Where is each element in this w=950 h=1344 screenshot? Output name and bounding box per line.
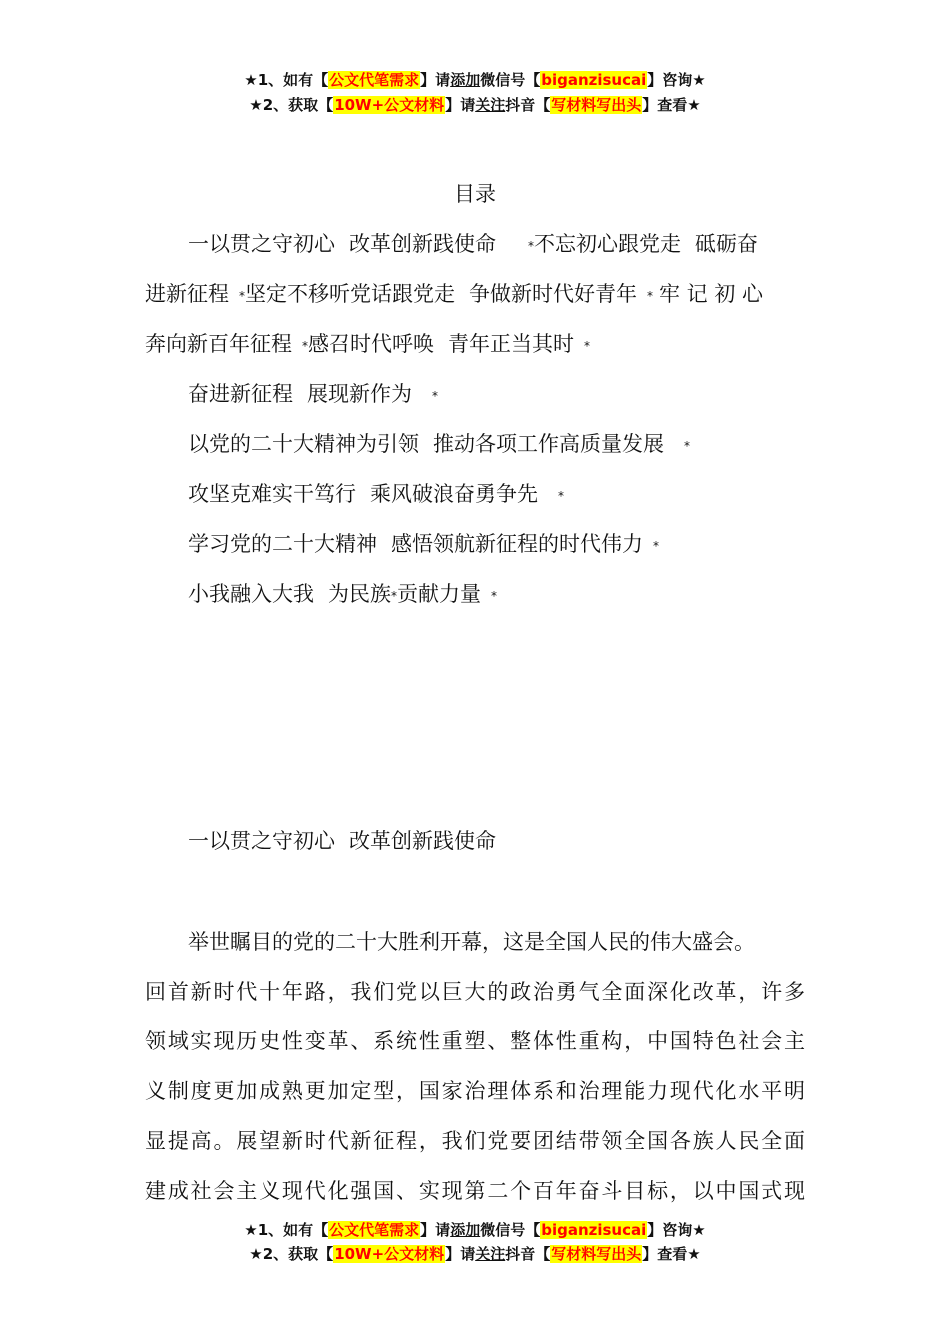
banner-text: 微信号【 [480, 71, 541, 89]
banner-text: ★2、获取【 [249, 1245, 334, 1263]
toc-item-title: 奋进新征程 [188, 382, 293, 406]
banner-douyin-id: 写材料写出头 [551, 1245, 642, 1263]
banner-highlight: 10W+公文材料 [334, 96, 445, 114]
banner-underline: 添加 [450, 71, 481, 89]
toc-item[interactable] [188, 379, 438, 409]
banner-wechat-id: biganzisucai [541, 1221, 647, 1239]
toc-text: 改革创新践使命 [349, 232, 496, 256]
toc-item-title: 攻坚克难实干笃行 [188, 482, 356, 506]
banner-text: 微信号【 [480, 1221, 541, 1239]
top-banner-line-1 [0, 68, 950, 92]
body-line: 举世瞩目的党的二十大胜利开幕，这是全国人民的伟大盛会。 [188, 930, 755, 954]
banner-text: 抖音【 [505, 1245, 551, 1263]
body-line: 领域实现历史性变革、系统性重塑、整体性重构，中国特色社会主 [145, 1029, 805, 1053]
toc-item-subtitle: 贡献力量 [397, 582, 481, 606]
bottom-banner-line-1 [0, 1218, 950, 1242]
section-heading-part: 改革创新践使命 [349, 829, 496, 853]
banner-text: 】请 [420, 1221, 451, 1239]
toc-star: * [684, 439, 690, 453]
banner-highlight: 10W+公文材料 [334, 1245, 445, 1263]
toc-item-subtitle: 乘风破浪奋勇争先 [370, 482, 538, 506]
toc-star: * [302, 339, 308, 353]
banner-douyin-id: 写材料写出头 [551, 96, 642, 114]
toc-item-subtitle: 推动各项工作高质量发展 [433, 432, 664, 456]
bottom-banner-line-2 [0, 1242, 950, 1266]
banner-underline: 添加 [450, 1221, 481, 1239]
toc-star: * [584, 339, 590, 353]
banner-text: ★1、如有【 [244, 71, 329, 89]
banner-text: 】请 [445, 1245, 476, 1263]
body-line: 显提高。展望新时代新征程，我们党要团结带领全国各族人民全面 [145, 1129, 805, 1153]
toc-star: * [391, 589, 397, 603]
toc-item-subtitle: 展现新作为 [307, 382, 412, 406]
toc-item-title: 学习党的二十大精神 [188, 532, 377, 556]
banner-text: 】查看★ [642, 96, 701, 114]
toc-text: 奔向新百年征程 [145, 332, 292, 356]
banner-underline: 关注 [475, 96, 506, 114]
toc-item-subtitle: 为民族 [328, 582, 391, 606]
toc-text: 不忘初心跟党走 [534, 232, 681, 256]
toc-row-3 [145, 329, 590, 359]
toc-text: 感召时代呼唤 [308, 332, 434, 356]
toc-text: 争做新时代好青年 [469, 282, 637, 306]
toc-row-1 [188, 229, 758, 259]
toc-star: * [491, 589, 497, 603]
toc-star: * [239, 289, 245, 303]
banner-text: ★1、如有【 [244, 1221, 329, 1239]
toc-star: * [558, 489, 564, 503]
toc-text: 进新征程 [145, 282, 229, 306]
banner-highlight: 公文代笔需求 [329, 71, 420, 89]
toc-item[interactable] [188, 579, 497, 609]
toc-text: 青年正当其时 [448, 332, 574, 356]
banner-text: 】咨询★ [647, 71, 706, 89]
toc-text: 一以贯之守初心 [188, 232, 335, 256]
toc-star: * [647, 289, 653, 303]
banner-text: 抖音【 [505, 96, 551, 114]
toc-item-title: 小我融入大我 [188, 582, 314, 606]
body-line: 回首新时代十年路，我们党以巨大的政治勇气全面深化改革，许多 [145, 980, 805, 1004]
banner-text: 】咨询★ [647, 1221, 706, 1239]
toc-star: * [432, 389, 438, 403]
body-line: 义制度更加成熟更加定型，国家治理体系和治理能力现代化水平明 [145, 1079, 805, 1103]
top-banner-line-2 [0, 93, 950, 117]
banner-wechat-id: biganzisucai [541, 71, 647, 89]
body-line: 建成社会主义现代化强国、实现第二个百年奋斗目标，以中国式现 [145, 1179, 805, 1203]
banner-text: ★2、获取【 [249, 96, 334, 114]
toc-item-title: 以党的二十大精神为引领 [188, 432, 419, 456]
toc-title: 目录 [454, 182, 496, 206]
toc-text: 砥砺奋 [695, 232, 758, 256]
toc-item[interactable] [188, 429, 690, 459]
toc-star: * [528, 239, 534, 253]
toc-text: 牢 记 初 心 [659, 282, 764, 306]
banner-underline: 关注 [475, 1245, 506, 1263]
banner-text: 】请 [420, 71, 451, 89]
toc-item[interactable] [188, 529, 659, 559]
toc-item[interactable] [188, 479, 564, 509]
toc-star: * [653, 539, 659, 553]
toc-row-2 [145, 279, 763, 309]
banner-highlight: 公文代笔需求 [329, 1221, 420, 1239]
section-heading-part: 一以贯之守初心 [188, 829, 335, 853]
toc-item-subtitle: 感悟领航新征程的时代伟力 [391, 532, 643, 556]
banner-text: 】请 [445, 96, 476, 114]
banner-text: 】查看★ [642, 1245, 701, 1263]
toc-text: 坚定不移听党话跟党走 [245, 282, 455, 306]
section-heading [188, 826, 496, 856]
